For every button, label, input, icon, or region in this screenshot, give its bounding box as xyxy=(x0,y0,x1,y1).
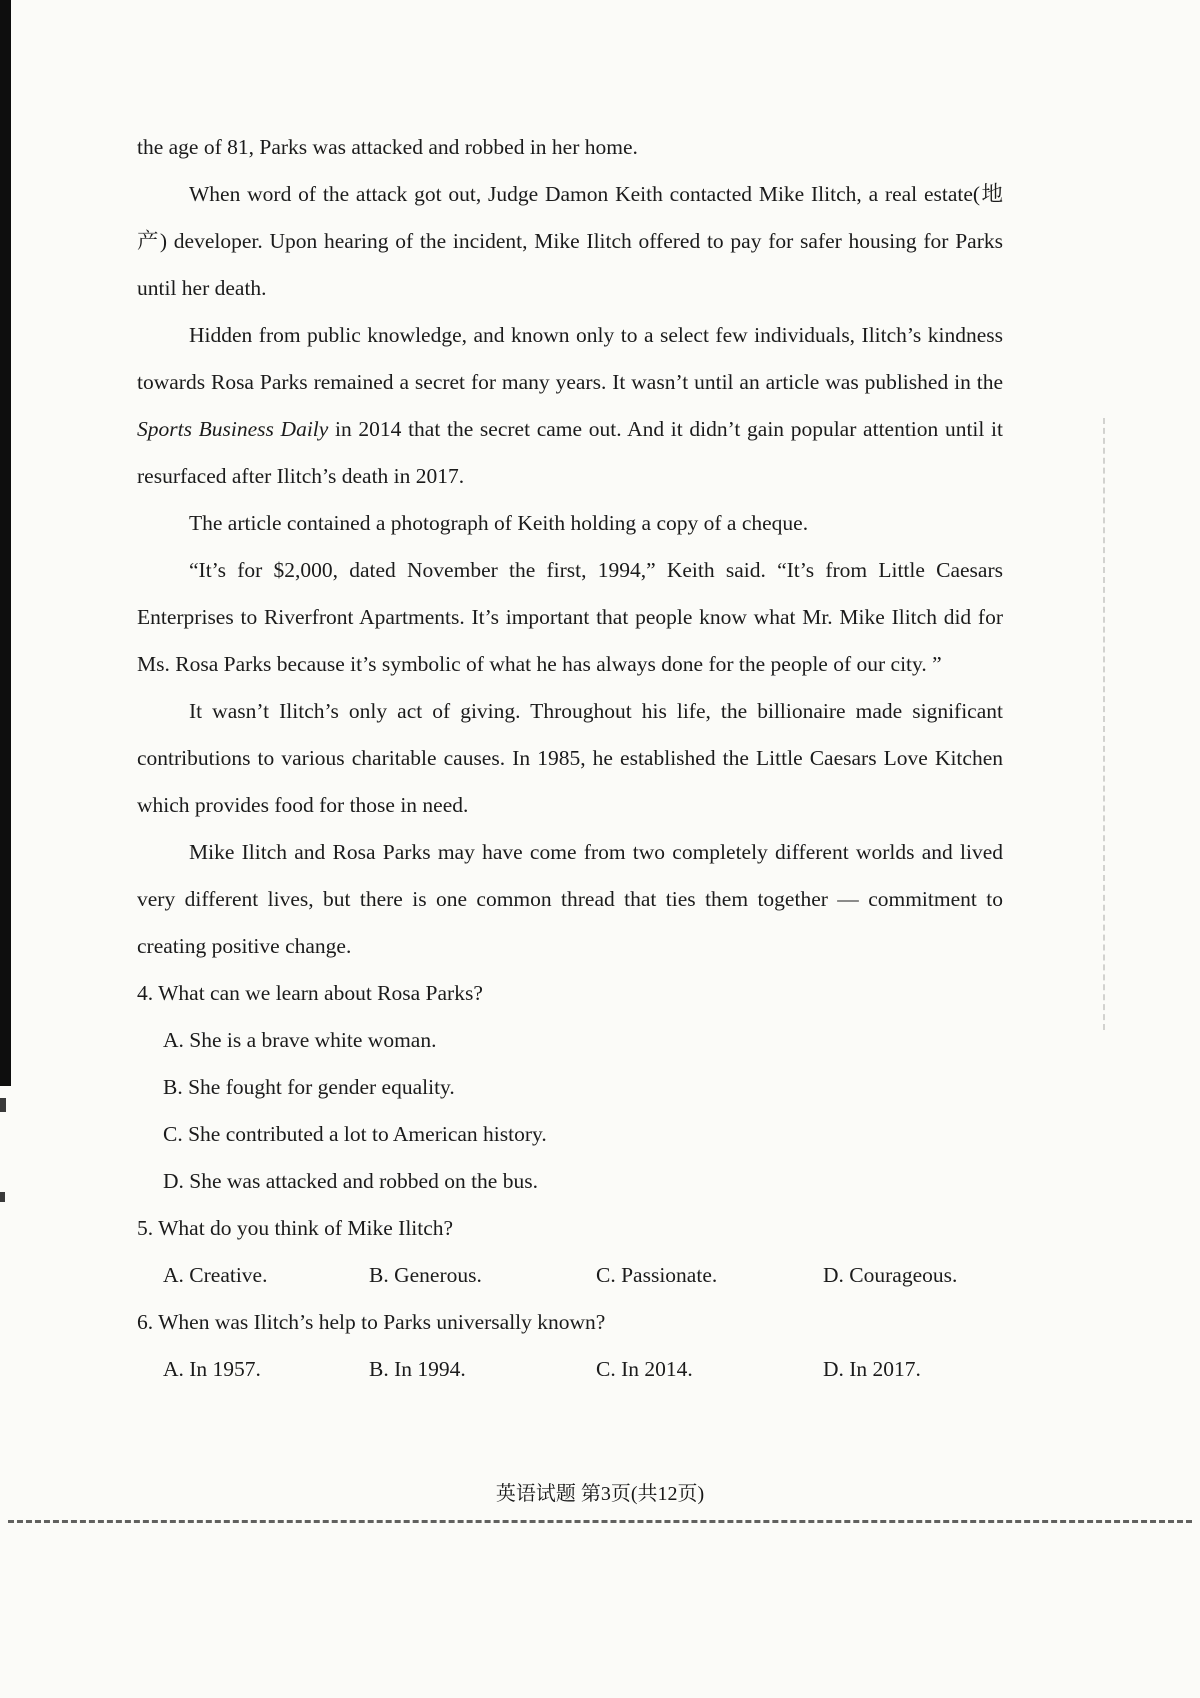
passage-text: Mike Ilitch and Rosa Parks may have come from two completely different worlds and lived very different lives, but there is one common thread that ties them together — commitment to creating positive change. xyxy=(137,840,1003,958)
answer-option-c: C. Passionate. xyxy=(596,1263,718,1287)
question-prompt: 4. What can we learn about Rosa Parks? xyxy=(137,981,483,1005)
passage-text-italic: Sports Business Daily xyxy=(137,417,329,441)
passage-text: the age of 81, Parks was attacked and robbed in her home. xyxy=(137,135,638,159)
reading-passage xyxy=(137,124,1003,970)
scan-artifact-tick xyxy=(0,1098,6,1112)
answer-option-d: D. Courageous. xyxy=(823,1263,958,1287)
question-prompt: 5. What do you think of Mike Ilitch? xyxy=(137,1216,454,1240)
footer-page-label: 英语试题 第3页(共12页) xyxy=(495,1483,705,1505)
passage-paragraph xyxy=(137,171,1003,312)
question-prompt: 6. When was Ilitch’s help to Parks universally known? xyxy=(137,1310,606,1334)
answer-option-d: D. She was attacked and robbed on the bus. xyxy=(163,1169,538,1193)
scan-artifact-tick xyxy=(0,1192,5,1202)
answer-option-c: C. She contributed a lot to American history. xyxy=(163,1122,547,1146)
passage-text: in 2014 that the secret came out. And it didn’t gain popular attention until it resurfaced after Ilitch’s death in 2017. xyxy=(137,417,1003,488)
answer-option-a: A. Creative. xyxy=(163,1263,268,1287)
answer-options xyxy=(137,1346,1003,1393)
answer-option-d: D. In 2017. xyxy=(823,1357,921,1381)
answer-option-c: C. In 2014. xyxy=(596,1357,693,1381)
scan-artifact-left-bar xyxy=(0,0,11,1086)
answer-options xyxy=(137,1017,1003,1205)
passage-paragraph xyxy=(137,312,1003,500)
passage-paragraph xyxy=(137,829,1003,970)
question-6 xyxy=(137,1299,1003,1393)
page-footer xyxy=(0,1479,1200,1509)
answer-option-a: A. In 1957. xyxy=(163,1357,261,1381)
scan-artifact-right-line xyxy=(1103,418,1105,1030)
passage-paragraph xyxy=(137,688,1003,829)
answer-option-a: A. She is a brave white woman. xyxy=(163,1028,437,1052)
passage-text: When word of the attack got out, Judge Damon Keith contacted Mike Ilitch, a real estate(地产) developer. Upon hearing of the incident, Mike Ilitch offered to pay for safer housing for Parks until her death. xyxy=(137,182,1003,300)
passage-text: It wasn’t Ilitch’s only act of giving. Throughout his life, the billionaire made significant contributions to various charitable causes. In 1985, he established the Little Caesars Love Kitchen which provides food for those in need. xyxy=(137,699,1003,817)
question-4 xyxy=(137,970,1003,1205)
passage-paragraph xyxy=(137,124,1003,171)
answer-option-b: B. She fought for gender equality. xyxy=(163,1075,455,1099)
page-content xyxy=(137,124,1003,1393)
answer-option-b: B. Generous. xyxy=(369,1263,482,1287)
question-5 xyxy=(137,1205,1003,1299)
passage-paragraph xyxy=(137,500,1003,547)
answer-option-b: B. In 1994. xyxy=(369,1357,466,1381)
passage-paragraph xyxy=(137,547,1003,688)
passage-text: “It’s for $2,000, dated November the first, 1994,” Keith said. “It’s from Little Caesars Enterprises to Riverfront Apartments. It’s important that people know what Mr. Mike Ilitch did for Ms. Rosa Parks because it’s symbolic of what he has always done for the people of our city. ” xyxy=(137,558,1003,676)
passage-text: The article contained a photograph of Keith holding a copy of a cheque. xyxy=(189,511,809,535)
question-list xyxy=(137,970,1003,1393)
answer-options xyxy=(137,1252,1003,1299)
fold-dashed-line xyxy=(8,1520,1192,1523)
passage-text: Hidden from public knowledge, and known only to a select few individuals, Ilitch’s kindness towards Rosa Parks remained a secret for many years. It wasn’t until an article was published in the xyxy=(137,323,1003,394)
